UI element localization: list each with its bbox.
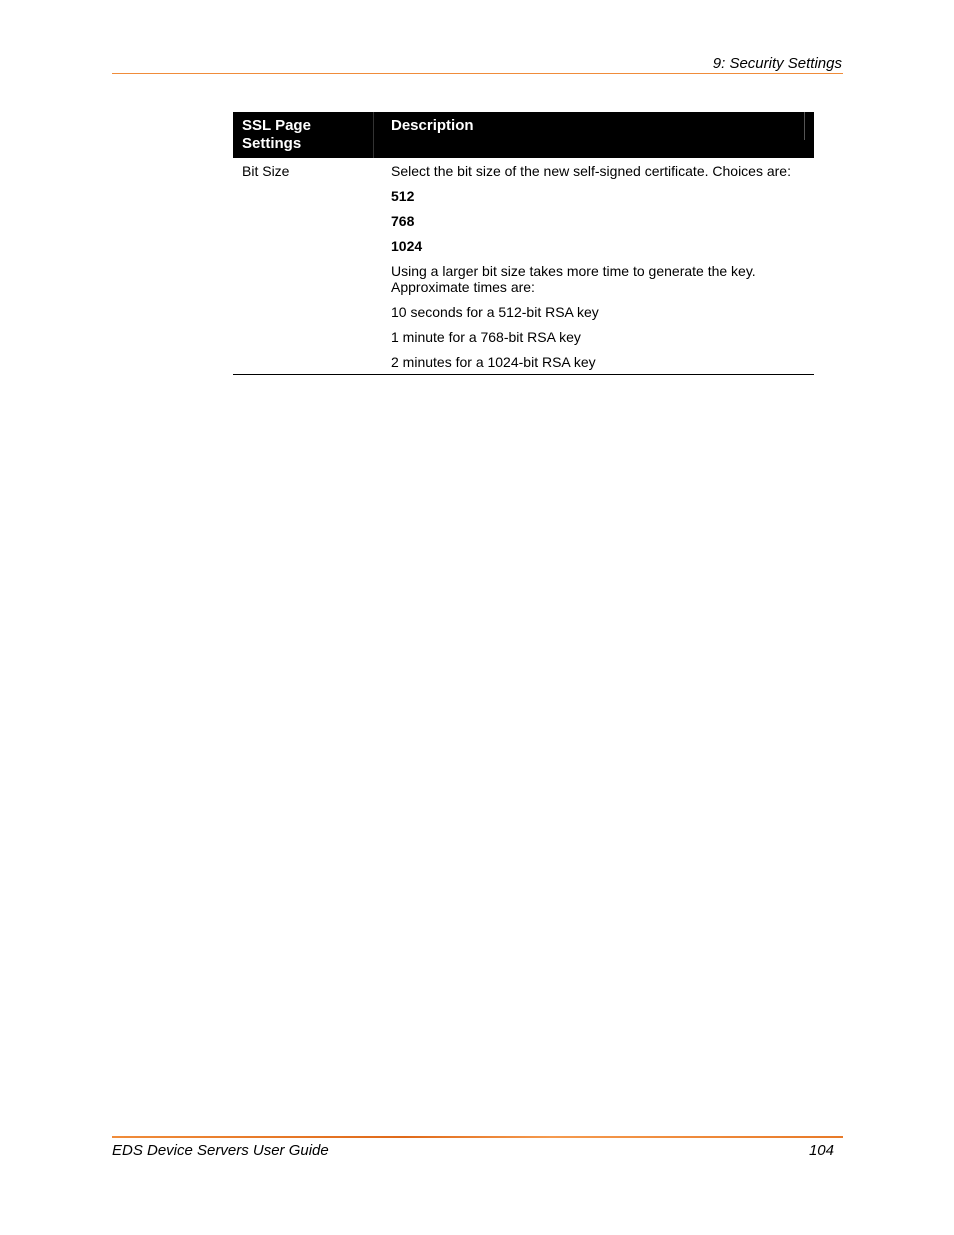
page-number: 104 — [808, 1142, 834, 1159]
choice-768: 768 — [391, 213, 415, 229]
column-header-setting — [233, 112, 374, 158]
ssl-settings-table — [233, 112, 814, 375]
description-note: Using a larger bit size takes more time to generate the key. Approximate times are: — [391, 263, 756, 295]
footer-guide-title: EDS Device Servers User Guide — [112, 1142, 329, 1159]
setting-name-cell: Bit Size — [242, 163, 290, 179]
description-cell — [374, 158, 814, 370]
description-intro: Select the bit size of the new self-signed certificate. Choices are: — [391, 163, 791, 179]
running-header: 9: Security Settings — [712, 55, 842, 72]
time-512: 10 seconds for a 512-bit RSA key — [391, 304, 599, 320]
time-768: 1 minute for a 768-bit RSA key — [391, 329, 581, 345]
column-header-setting-line-2: Settings — [242, 135, 302, 152]
table-header-row — [233, 112, 814, 158]
header-rule — [112, 73, 843, 74]
footer-rule — [112, 1136, 843, 1138]
table-row — [233, 158, 814, 375]
choice-512: 512 — [391, 188, 415, 204]
choice-1024: 1024 — [391, 238, 423, 254]
column-header-setting-line-1: SSL Page — [242, 117, 311, 134]
time-1024: 2 minutes for a 1024-bit RSA key — [391, 354, 596, 370]
column-header-description: Description — [374, 112, 813, 158]
